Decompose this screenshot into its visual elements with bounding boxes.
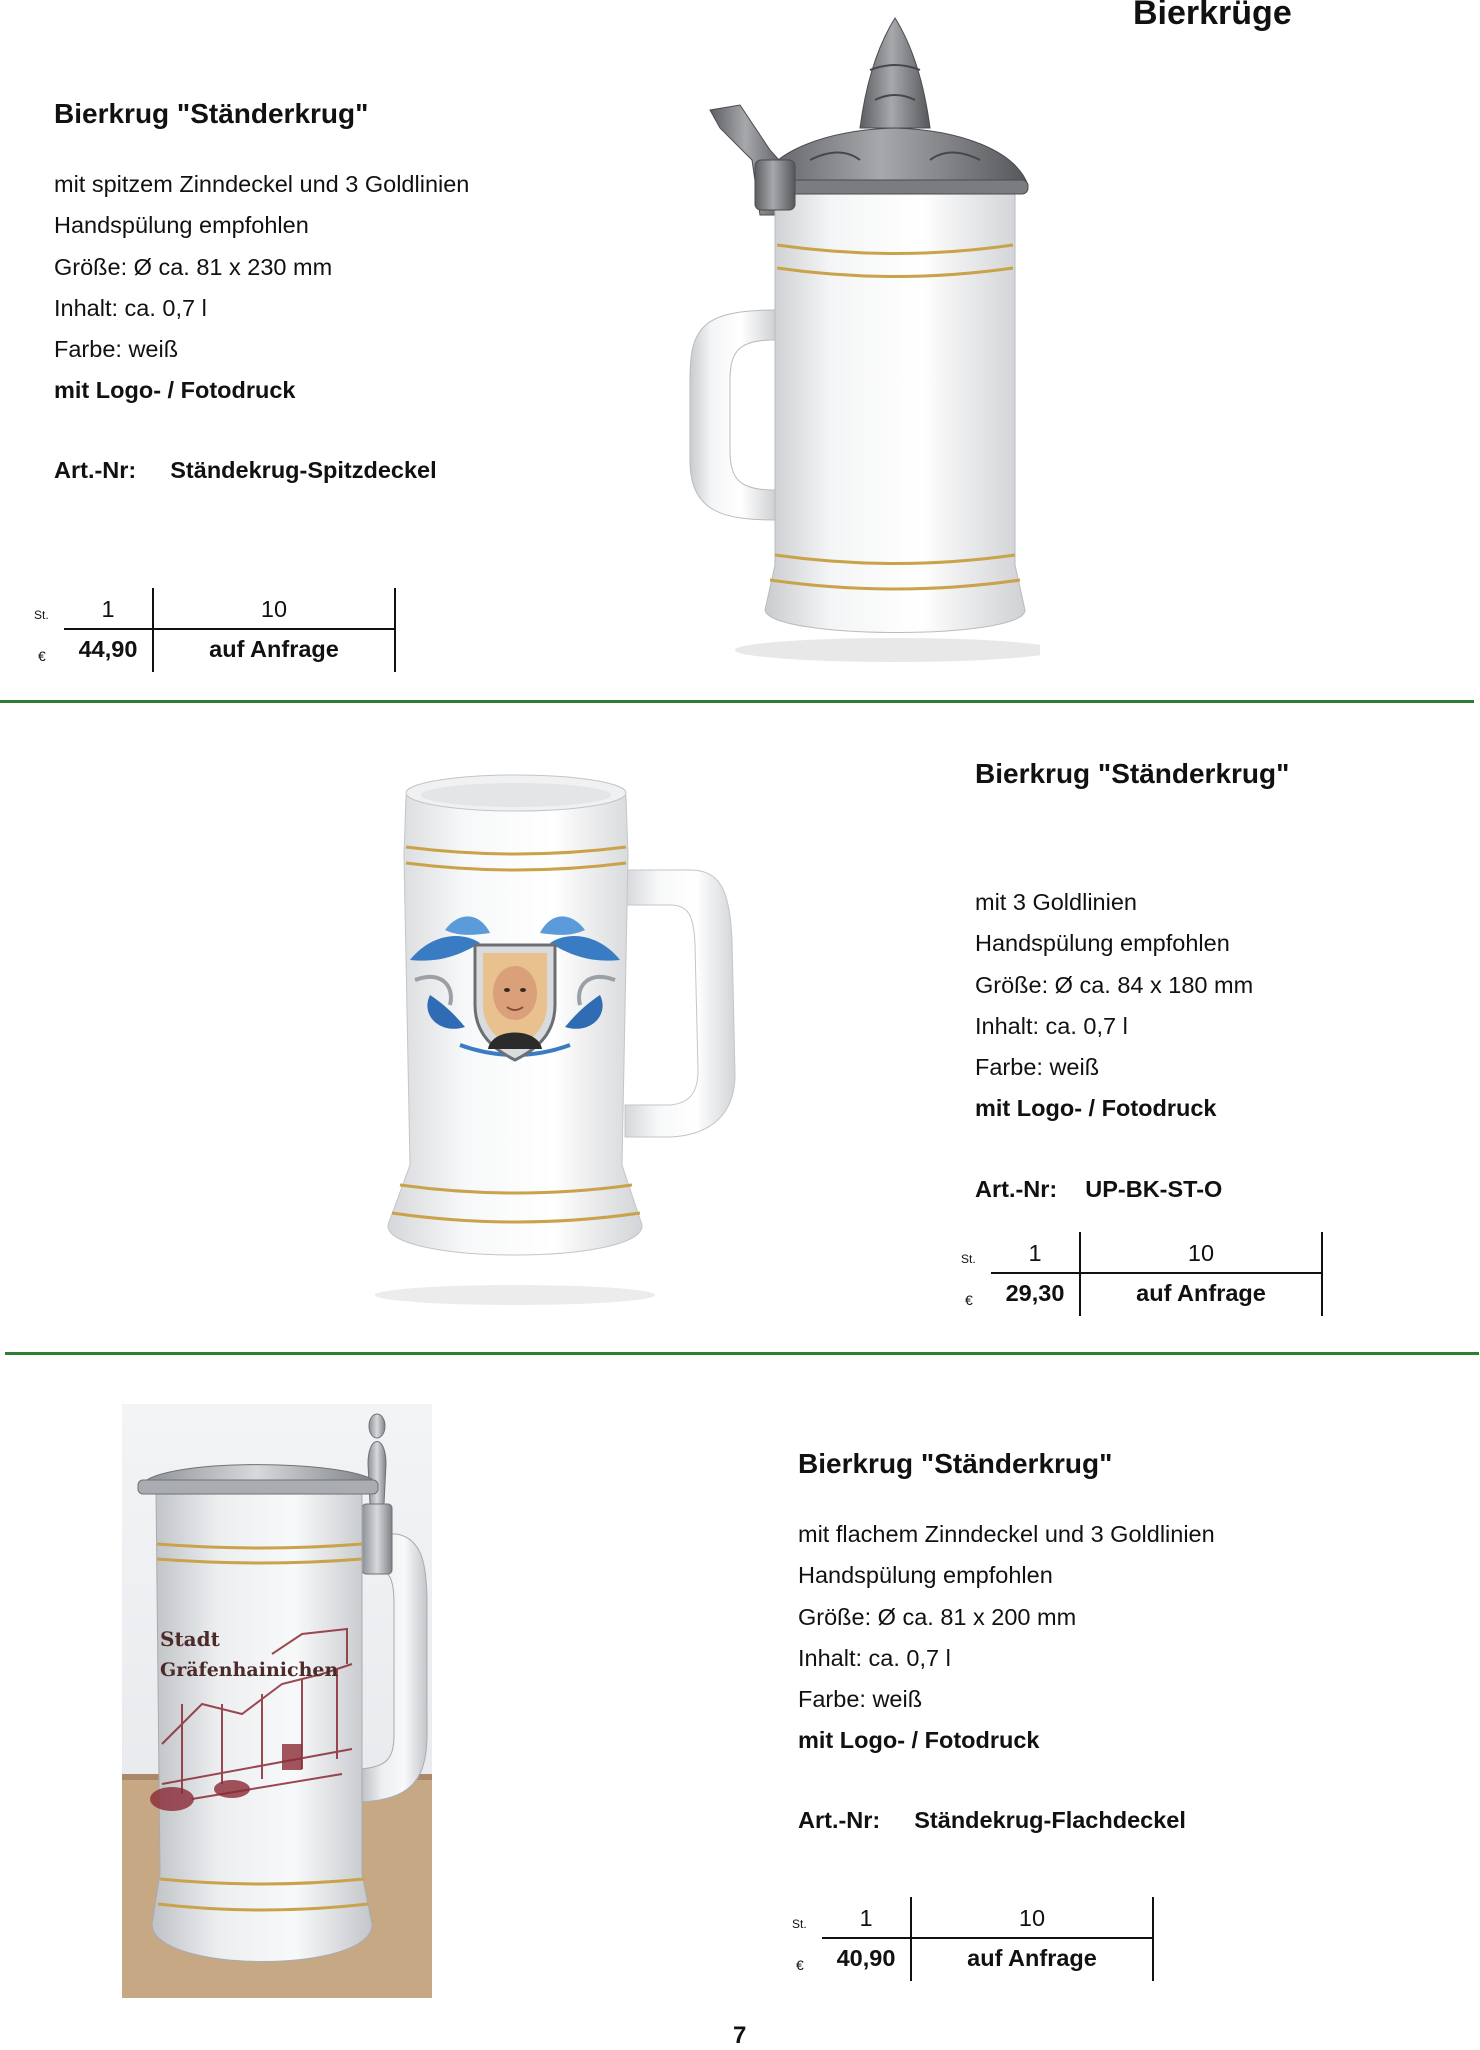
product-3-line-4: Inhalt: ca. 0,7 l <box>798 1644 951 1671</box>
product-2-line-4: Inhalt: ca. 0,7 l <box>975 1012 1128 1039</box>
product-1-artnr-label: Art.-Nr: <box>54 457 137 483</box>
product-2-line-2: Handspülung empfohlen <box>975 930 1230 957</box>
mug-print-line-2: Gräfenhainichen <box>160 1659 339 1681</box>
product-1-artnr <box>54 457 437 484</box>
product-3-line-5: Farbe: weiß <box>798 1686 923 1713</box>
product-3-artnr-value: Ständekrug-Flachdeckel <box>914 1807 1186 1833</box>
product-1-price-table <box>34 588 396 672</box>
price-1: 40,90 <box>836 1945 896 1971</box>
product-2-price-table <box>961 1232 1323 1316</box>
product-2-line-5: Farbe: weiß <box>975 1054 1100 1081</box>
qty-label: St. <box>34 608 49 622</box>
qty-label: St. <box>961 1252 976 1266</box>
product-3-print: mit Logo- / Fotodruck <box>798 1727 1040 1754</box>
price-10: auf Anfrage <box>967 1945 1097 1971</box>
product-2-artnr-label: Art.-Nr: <box>975 1176 1058 1202</box>
product-3-line-2: Handspülung empfohlen <box>798 1562 1053 1589</box>
product-3-title: Bierkrug "Ständerkrug" <box>798 1448 1113 1479</box>
product-2-line-1: mit 3 Goldlinien <box>975 889 1137 915</box>
price-10: auf Anfrage <box>1136 1280 1266 1306</box>
price-10: auf Anfrage <box>209 636 339 662</box>
product-1-line-1: mit spitzem Zinndeckel und 3 Goldlinien <box>54 171 470 197</box>
product-1-line-2: Handspülung empfohlen <box>54 212 309 239</box>
product-3-photo <box>122 1404 432 1998</box>
product-2-details <box>975 882 1253 1130</box>
qty-1: 1 <box>859 1905 873 1931</box>
qty-1: 1 <box>101 596 115 622</box>
product-2-print: mit Logo- / Fotodruck <box>975 1095 1217 1122</box>
product-1-mug-image <box>660 10 1040 670</box>
product-2-title: Bierkrug "Ständerkrug" <box>975 758 1290 789</box>
product-1-print: mit Logo- / Fotodruck <box>54 377 296 404</box>
product-3-details <box>798 1514 1215 1762</box>
product-3-artnr <box>798 1807 1186 1834</box>
product-1-details <box>54 164 469 412</box>
euro-label: € <box>796 1957 804 1973</box>
euro-label: € <box>38 648 46 664</box>
product-3-artnr-label: Art.-Nr: <box>798 1807 881 1833</box>
product-1-line-3: Größe: Ø ca. 81 x 230 mm <box>54 253 333 280</box>
qty-1: 1 <box>1028 1240 1042 1266</box>
qty-label: St. <box>792 1917 807 1931</box>
product-2-mug-image <box>370 765 780 1310</box>
product-2-line-3: Größe: Ø ca. 84 x 180 mm <box>975 971 1254 998</box>
price-1: 29,30 <box>1005 1280 1065 1306</box>
section-divider-1 <box>0 700 1474 703</box>
section-divider-2 <box>5 1352 1479 1355</box>
product-3-line-3: Größe: Ø ca. 81 x 200 mm <box>798 1603 1077 1630</box>
product-3-line-1: mit flachem Zinndeckel und 3 Goldlinien <box>798 1521 1215 1547</box>
price-1: 44,90 <box>78 636 138 662</box>
product-3-price-table <box>792 1897 1154 1981</box>
page-title: Bierkrüge <box>1133 0 1292 32</box>
product-2-artnr <box>975 1176 1222 1203</box>
mug-print-line-1: Stadt <box>160 1627 220 1651</box>
product-1-line-5: Farbe: weiß <box>54 336 179 363</box>
euro-label: € <box>965 1292 973 1308</box>
qty-10: 10 <box>1187 1240 1215 1266</box>
page-number: 7 <box>733 2022 747 2049</box>
product-1-artnr-value: Ständekrug-Spitzdeckel <box>170 457 437 483</box>
product-1-title: Bierkrug "Ständerkrug" <box>54 98 369 129</box>
product-2-artnr-value: UP-BK-ST-O <box>1085 1176 1223 1202</box>
qty-10: 10 <box>1018 1905 1046 1931</box>
qty-10: 10 <box>260 596 288 622</box>
product-1-line-4: Inhalt: ca. 0,7 l <box>54 294 207 321</box>
